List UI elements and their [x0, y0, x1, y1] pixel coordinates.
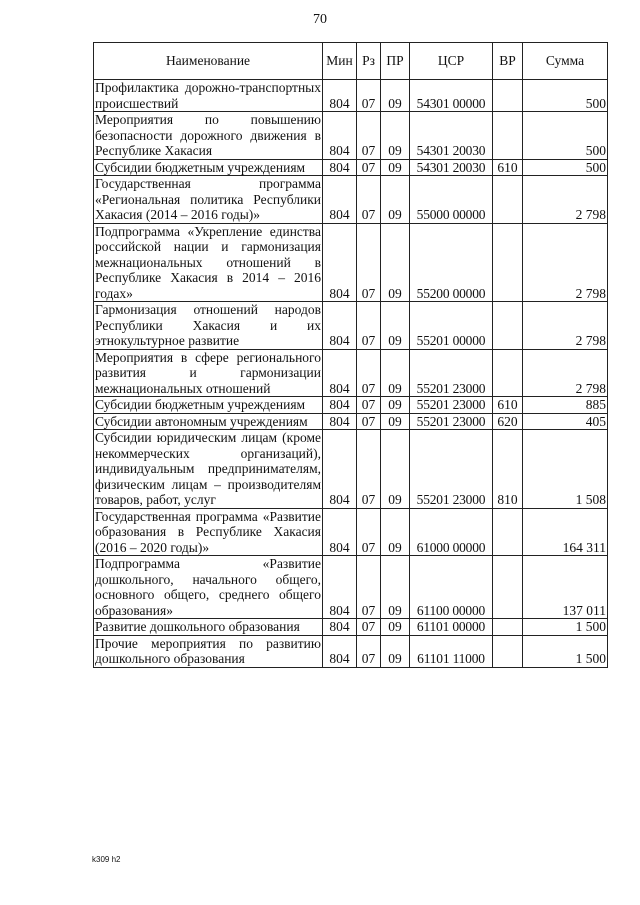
table-row — [94, 80, 608, 112]
cell-pr: 09 — [381, 413, 410, 430]
table-row — [94, 159, 608, 176]
table-row — [94, 349, 608, 397]
cell-rz: 07 — [357, 430, 381, 509]
page-number: 70 — [313, 12, 327, 27]
cell-rz: 07 — [357, 508, 381, 556]
cell-csr: 54301 20030 — [410, 159, 493, 176]
cell-pr: 09 — [381, 159, 410, 176]
cell-min: 804 — [323, 556, 357, 619]
cell-sum: 1 500 — [523, 619, 608, 636]
cell-name: Государственная программа «Развитие образования в Республике Хакасия (2016 – 2020 годы)» — [95, 508, 321, 555]
cell-min: 804 — [323, 397, 357, 414]
cell-name: Субсидии бюджетным учреждениям — [94, 397, 323, 414]
cell-sum: 885 — [523, 397, 608, 414]
cell-vr — [493, 176, 523, 224]
cell-pr: 09 — [381, 556, 410, 619]
table-row — [94, 556, 608, 619]
cell-min: 804 — [323, 619, 357, 636]
table-row — [94, 619, 608, 636]
cell-vr — [493, 556, 523, 619]
cell-vr — [493, 112, 523, 160]
cell-csr: 61100 00000 — [410, 556, 493, 619]
cell-csr: 61101 00000 — [410, 619, 493, 636]
table-row — [94, 430, 608, 509]
cell-vr: 810 — [493, 430, 523, 509]
cell-pr: 09 — [381, 112, 410, 160]
cell-name: Гармонизация отношений народов Республики Хакасия и их этнокультурное развитие — [95, 302, 321, 348]
cell-pr: 09 — [381, 619, 410, 636]
cell-name: Развитие дошкольного образования — [94, 619, 323, 636]
cell-rz: 07 — [357, 302, 381, 350]
cell-vr: 610 — [493, 397, 523, 414]
cell-name: Подпрограмма «Развитие дошкольного, начального общего, основного общего, среднего общего образования» — [95, 556, 321, 618]
cell-min: 804 — [323, 635, 357, 667]
cell-name: Мероприятия по повышению безопасности дорожного движения в Республике Хакасия — [95, 112, 321, 158]
cell-pr: 09 — [381, 635, 410, 667]
cell-vr — [493, 349, 523, 397]
cell-csr: 55000 00000 — [410, 176, 493, 224]
cell-sum: 2 798 — [523, 223, 608, 302]
cell-name: Субсидии юридическим лицам (кроме некоммерческих организаций), индивидуальным предпринимателям, физическим лицам – производителям товаров, работ, услуг — [95, 430, 321, 507]
cell-sum: 137 011 — [523, 556, 608, 619]
cell-vr — [493, 80, 523, 112]
cell-rz: 07 — [357, 556, 381, 619]
cell-csr: 55201 00000 — [410, 302, 493, 350]
cell-csr: 54301 20030 — [410, 112, 493, 160]
cell-sum: 2 798 — [523, 176, 608, 224]
cell-rz: 07 — [357, 80, 381, 112]
cell-rz: 07 — [357, 635, 381, 667]
cell-pr: 09 — [381, 397, 410, 414]
cell-sum: 2 798 — [523, 302, 608, 350]
cell-min: 804 — [323, 349, 357, 397]
cell-min: 804 — [323, 112, 357, 160]
budget-table — [93, 42, 608, 668]
cell-name: Субсидии бюджетным учреждениям — [94, 159, 323, 176]
cell-min: 804 — [323, 223, 357, 302]
cell-pr: 09 — [381, 508, 410, 556]
cell-sum: 500 — [523, 159, 608, 176]
cell-pr: 09 — [381, 430, 410, 509]
cell-name: Субсидии автономным учреждениям — [94, 413, 323, 430]
cell-vr — [493, 508, 523, 556]
cell-pr: 09 — [381, 349, 410, 397]
table-row — [94, 508, 608, 556]
cell-min: 804 — [323, 302, 357, 350]
cell-pr: 09 — [381, 176, 410, 224]
header-csr: ЦСР — [410, 43, 493, 80]
table-row — [94, 302, 608, 350]
cell-name: Мероприятия в сфере регионального развития и гармонизации межнациональных отношений — [95, 349, 321, 396]
cell-name: Государственная программа «Региональная политика Республики Хакасия (2014 – 2016 годы)» — [95, 176, 321, 222]
cell-name: Профилактика дорожно-транспортных происшествий — [95, 80, 321, 111]
table-row — [94, 223, 608, 302]
table-row — [94, 413, 608, 430]
cell-vr: 620 — [493, 413, 523, 430]
table-header-row — [94, 43, 608, 80]
table-row — [94, 112, 608, 160]
cell-min: 804 — [323, 413, 357, 430]
table-row — [94, 635, 608, 667]
header-sum: Сумма — [523, 43, 608, 80]
header-vr: ВР — [493, 43, 523, 80]
cell-min: 804 — [323, 159, 357, 176]
cell-rz: 07 — [357, 413, 381, 430]
cell-sum: 405 — [523, 413, 608, 430]
cell-sum: 500 — [523, 80, 608, 112]
table-row — [94, 397, 608, 414]
cell-csr: 61000 00000 — [410, 508, 493, 556]
cell-sum: 1 500 — [523, 635, 608, 667]
cell-rz: 07 — [357, 397, 381, 414]
cell-rz: 07 — [357, 159, 381, 176]
cell-name: Подпрограмма «Укрепление единства российской нации и гармонизация межнациональных отношений в Республике Хакасия в 2014 – 2016 годах» — [95, 223, 321, 301]
header-pr: ПР — [381, 43, 410, 80]
cell-vr — [493, 223, 523, 302]
cell-rz: 07 — [357, 176, 381, 224]
cell-sum: 1 508 — [523, 430, 608, 509]
cell-csr: 61101 11000 — [410, 635, 493, 667]
cell-min: 804 — [323, 508, 357, 556]
cell-rz: 07 — [357, 112, 381, 160]
cell-vr — [493, 635, 523, 667]
header-min: Мин — [323, 43, 357, 80]
cell-pr: 09 — [381, 302, 410, 350]
cell-rz: 07 — [357, 619, 381, 636]
cell-min: 804 — [323, 80, 357, 112]
cell-vr: 610 — [493, 159, 523, 176]
cell-pr: 09 — [381, 223, 410, 302]
cell-csr: 55201 23000 — [410, 430, 493, 509]
cell-pr: 09 — [381, 80, 410, 112]
cell-csr: 55201 23000 — [410, 413, 493, 430]
cell-sum: 2 798 — [523, 349, 608, 397]
header-name: Наименование — [94, 43, 323, 80]
cell-vr — [493, 302, 523, 350]
cell-rz: 07 — [357, 349, 381, 397]
cell-sum: 500 — [523, 112, 608, 160]
cell-csr: 55201 23000 — [410, 349, 493, 397]
cell-min: 804 — [323, 430, 357, 509]
cell-csr: 55200 00000 — [410, 223, 493, 302]
cell-rz: 07 — [357, 223, 381, 302]
header-rz: Рз — [357, 43, 381, 80]
cell-csr: 54301 00000 — [410, 80, 493, 112]
cell-sum: 164 311 — [523, 508, 608, 556]
footer-code: k309 h2 — [92, 855, 121, 864]
cell-vr — [493, 619, 523, 636]
table-row — [94, 176, 608, 224]
cell-name: Прочие мероприятия по развитию дошкольного образования — [95, 635, 321, 666]
cell-min: 804 — [323, 176, 357, 224]
cell-csr: 55201 23000 — [410, 397, 493, 414]
